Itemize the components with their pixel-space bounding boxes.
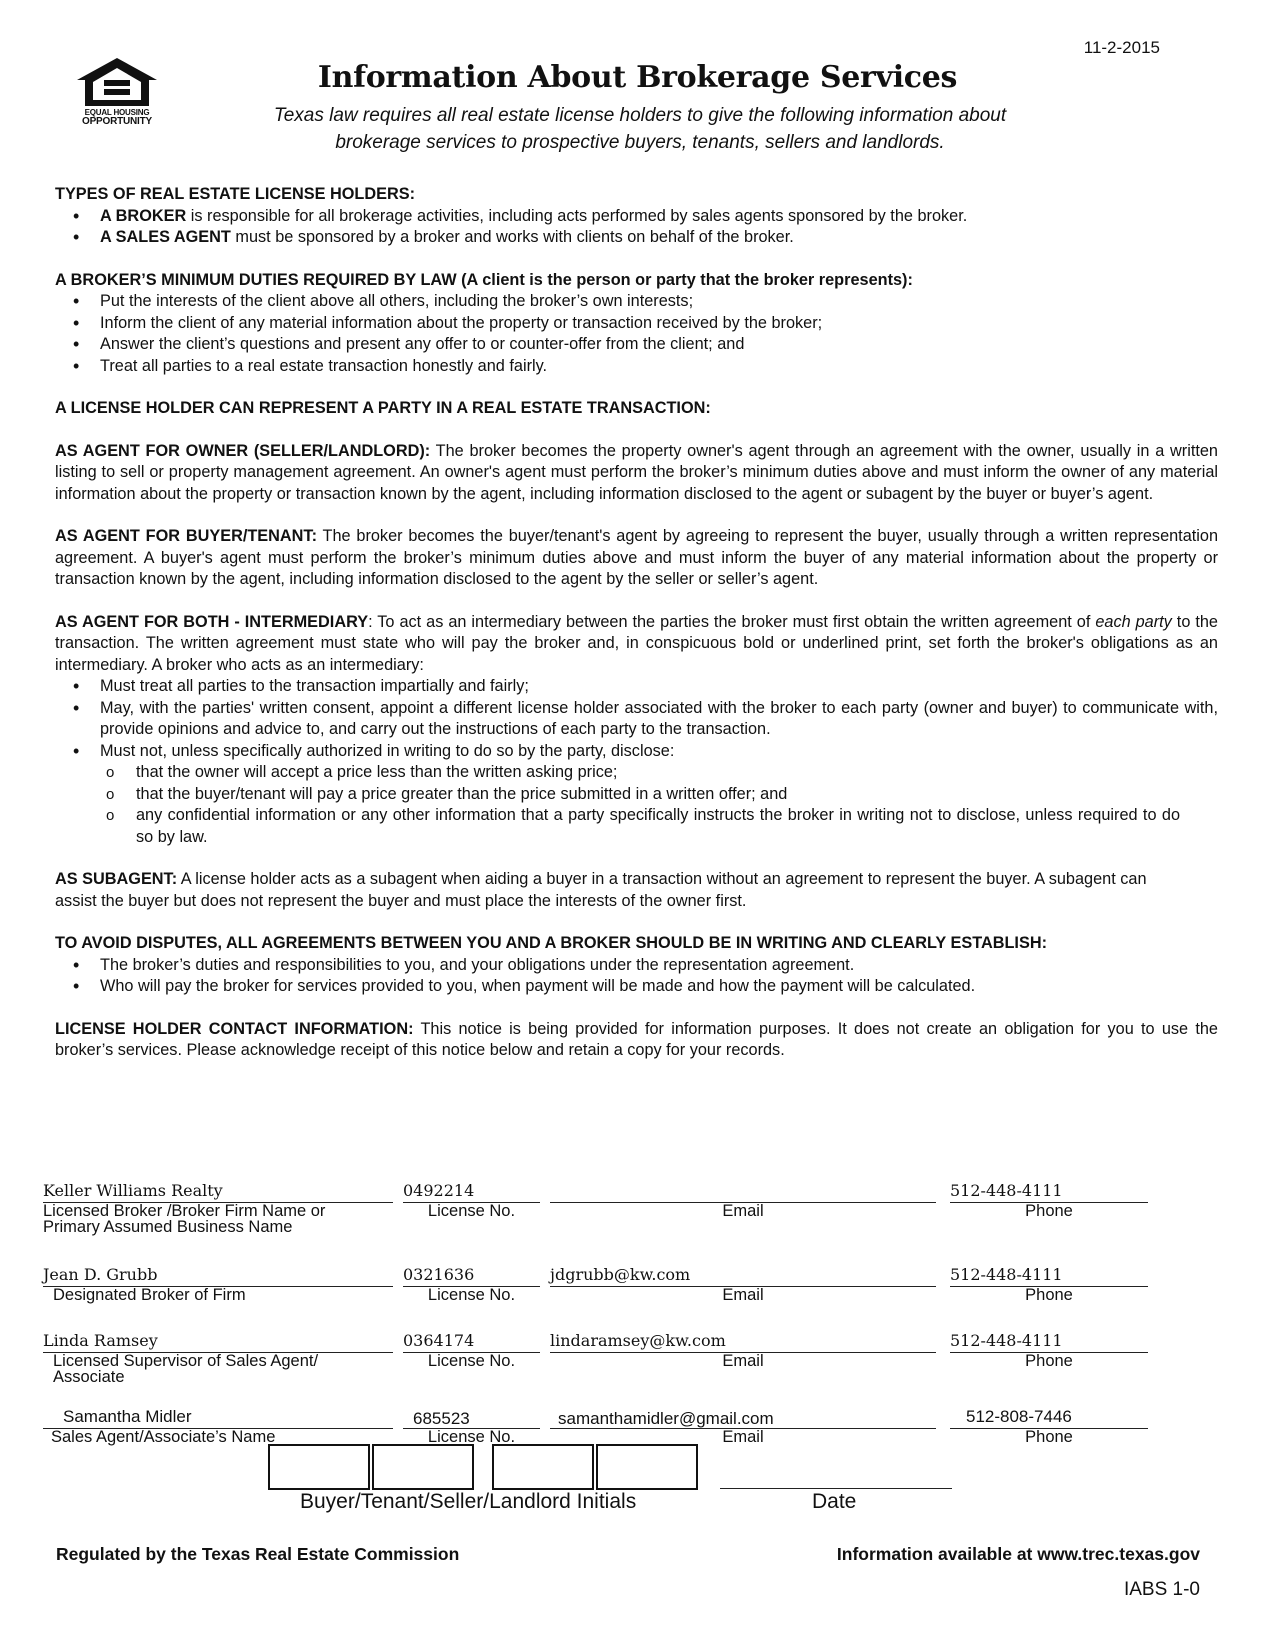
sub-list-item: o any confidential information or any other information that a party specifically instructs the broker in writing not to disclose, unless required to do so by law. [136,805,1218,848]
list-item [100,227,1218,249]
section-heading: TYPES OF REAL ESTATE LICENSE HOLDERS: [55,185,416,203]
supervisor-phone-field[interactable]: 512-448-4111 [950,1330,1148,1353]
sales-agent-email-field[interactable]: samanthamidler@gmail.com [550,1408,936,1429]
phone-label: Phone [1025,1428,1073,1446]
license-label: License No. [427,1286,516,1304]
sales-agent-role-label: Sales Agent/Associate’s Name [51,1428,276,1446]
sales-agent-name-field[interactable]: Samantha Midler [43,1406,393,1429]
initials-box-4[interactable] [596,1444,698,1490]
section-heading: A BROKER’S MINIMUM DUTIES REQUIRED BY LAW (A client is the person or party that the broker represents): [55,270,913,289]
license-label: License No. [427,1428,516,1446]
list-item: • Must treat all parties to the transaction impartially and fairly; [100,676,1218,698]
supervisor-role-label: Licensed Supervisor of Sales Agent/ Associate [53,1352,319,1386]
section-text: : To act as an intermediary between the parties the broker must first obtain the written agreement of [368,612,1096,631]
section-text: This notice is being provided for information purposes. It does not create an obligation for you to use the broker’s services. Please acknowledge receipt of this notice below and retain a copy for your records. [55,1019,1218,1059]
broker-firm-name-field[interactable]: Keller Williams Realty [43,1180,393,1203]
section-heading: AS AGENT FOR BUYER/TENANT: [55,527,317,545]
date-field[interactable] [720,1488,952,1489]
phone-label: Phone [1025,1286,1073,1304]
phone-label: Phone [1025,1202,1073,1220]
sub-list-item: o that the owner will accept a price less than the written asking price; [136,762,1218,784]
logo-text-opportunity: OPPORTUNITY [81,116,153,127]
section-heading: TO AVOID DISPUTES, ALL AGREEMENTS BETWEEN YOU AND A BROKER SHOULD BE IN WRITING AND CLEARLY ESTABLISH: [55,934,1047,952]
section-buyer-agent [55,526,1218,591]
contact-row-supervisor [43,1330,1213,1406]
section-text: A license holder acts as a subagent when aiding a buyer in a transaction without an agreement to represent the buyer. A subagent can assist the buyer but does not represent the buyer and must place the interests of the owner first. [55,870,1147,910]
section-heading: AS AGENT FOR OWNER (SELLER/LANDLORD): [55,441,431,460]
list-item: • Answer the client’s questions and present any offer to or counter-offer from the client; and [100,334,1218,356]
contact-row-broker-firm [43,1180,1213,1264]
subtitle-line-1: Texas law requires all real estate license holders to give the following information about [273,105,1007,126]
designated-broker-role-label: Designated Broker of Firm [53,1286,246,1304]
form-id: IABS 1-0 [1123,1579,1200,1600]
email-label: Email [722,1202,764,1220]
initials-box-3[interactable] [492,1444,594,1490]
sales-agent-phone-field[interactable]: 512-808-7446 [950,1406,1148,1429]
list-item [100,206,1218,228]
emphasis-text: each party [1095,612,1172,631]
subtitle-line-2: brokerage services to prospective buyers, tenants, sellers and landlords. [335,132,945,153]
bullet-list [55,291,1218,377]
broker-firm-email-field[interactable] [550,1180,936,1203]
list-item [100,741,1218,849]
initials-box-2[interactable] [372,1444,474,1490]
regulated-by-text: Regulated by the Texas Real Estate Commission [56,1544,460,1564]
section-heading: AS AGENT FOR BOTH - INTERMEDIARY [55,612,369,631]
section-heading: A LICENSE HOLDER CAN REPRESENT A PARTY IN A REAL ESTATE TRANSACTION: [55,399,711,417]
term: A SALES AGENT [100,228,231,246]
designated-broker-email-field[interactable]: jdgrubb@kw.com [550,1264,936,1287]
page-subtitle [200,102,1080,156]
supervisor-email-field[interactable]: lindaramsey@kw.com [550,1330,936,1353]
license-label: License No. [427,1202,516,1220]
list-item: • The broker’s duties and responsibilities to you, and your obligations under the representation agreement. [100,955,1218,977]
broker-firm-phone-field[interactable]: 512-448-4111 [950,1180,1148,1203]
bullet-list [55,676,1218,848]
designated-broker-phone-field[interactable]: 512-448-4111 [950,1264,1148,1287]
section-heading: AS SUBAGENT: [55,870,178,888]
bullet-list [55,206,1218,249]
supervisor-license-field[interactable]: 0364174 [403,1330,540,1353]
term: A BROKER [100,206,187,225]
list-item: • Who will pay the broker for services provided to you, when payment will be made and how the payment will be calculated. [100,976,1218,998]
email-label: Email [722,1428,764,1446]
email-label: Email [722,1286,764,1304]
section-text: The broker becomes the property owner's agent through an agreement with the owner, usually in a written listing to sell or property management agreement. An owner's agent must perform the broker’s minimum duties above and must inform the owner of any material information about the property or transaction known by the agent, including information disclosed to the agent or subagent by the buyer or buyer’s agent. [55,441,1218,503]
logo-text-equal-housing: EQUAL HOUSING [84,108,150,117]
bullet-list [55,955,1218,998]
section-text: The broker becomes the buyer/tenant's agent by agreeing to represent the buyer, usually through a written representation agreement. A buyer's agent must perform the broker’s minimum duties above and must inform the buyer of any material information about the property or transaction known by the agent, including information disclosed to the agent by the seller or seller’s agent. [55,527,1219,588]
page-title: Information About Brokerage Services [317,60,958,95]
document-body [55,184,1218,1083]
section-heading: LICENSE HOLDER CONTACT INFORMATION: [55,1019,414,1038]
designated-broker-license-field[interactable]: 0321636 [403,1264,540,1287]
section-represent [55,398,1218,420]
supervisor-name-field[interactable]: Linda Ramsey [43,1330,393,1353]
broker-firm-role-label: Licensed Broker /Broker Firm Name or Primary Assumed Business Name [43,1202,326,1236]
initials-label: Buyer/Tenant/Seller/Landlord Initials [300,1490,637,1513]
email-label: Email [722,1352,764,1370]
text: must be sponsored by a broker and works with clients on behalf of the broker. [230,228,794,246]
info-available-text: Information available at www.trec.texas.gov [836,1544,1200,1564]
section-contact-information [55,1019,1218,1062]
revision-date: 11-2-2015 [1083,38,1160,57]
sub-list-item: o that the buyer/tenant will pay a price greater than the price submitted in a written offer; and [136,784,1218,806]
section-disputes [55,933,1218,998]
sub-bullet-list [100,762,1218,848]
phone-label: Phone [1025,1352,1073,1370]
section-subagent [55,869,1218,912]
list-item: • May, with the parties' written consent, appoint a different license holder associated with the broker to each party (owner and buyer) to communicate with, provide opinions and advice to, and carry out the instructions of each party to the transaction. [100,698,1218,741]
list-item: • Treat all parties to a real estate transaction honestly and fairly. [100,356,1218,378]
section-text: to the transaction. The written agreement must state who will pay the broker and, in conspicuous bold or underlined print, set forth the broker's obligations as an intermediary. A broker who acts as an intermediary: [55,612,1218,674]
designated-broker-name-field[interactable]: Jean D. Grubb [43,1264,393,1287]
text: is responsible for all brokerage activities, including acts performed by sales agents sponsored by the broker. [186,206,968,225]
date-label: Date [812,1490,857,1513]
text: Must not, unless specifically authorized in writing to do so by the party, disclose: [100,741,675,760]
broker-firm-license-field[interactable]: 0492214 [403,1180,540,1203]
section-duties [55,270,1218,378]
list-item: • Inform the client of any material information about the property or transaction received by the broker; [100,313,1218,335]
license-label: License No. [427,1352,516,1370]
section-owner-agent [55,441,1218,506]
section-intermediary [55,612,1218,849]
list-item: • Put the interests of the client above all others, including the broker’s own interests; [100,291,1218,313]
initials-box-1[interactable] [268,1444,370,1490]
sales-agent-license-field[interactable]: 685523 [403,1408,540,1429]
section-types [55,184,1218,249]
contact-row-designated-broker [43,1264,1213,1330]
